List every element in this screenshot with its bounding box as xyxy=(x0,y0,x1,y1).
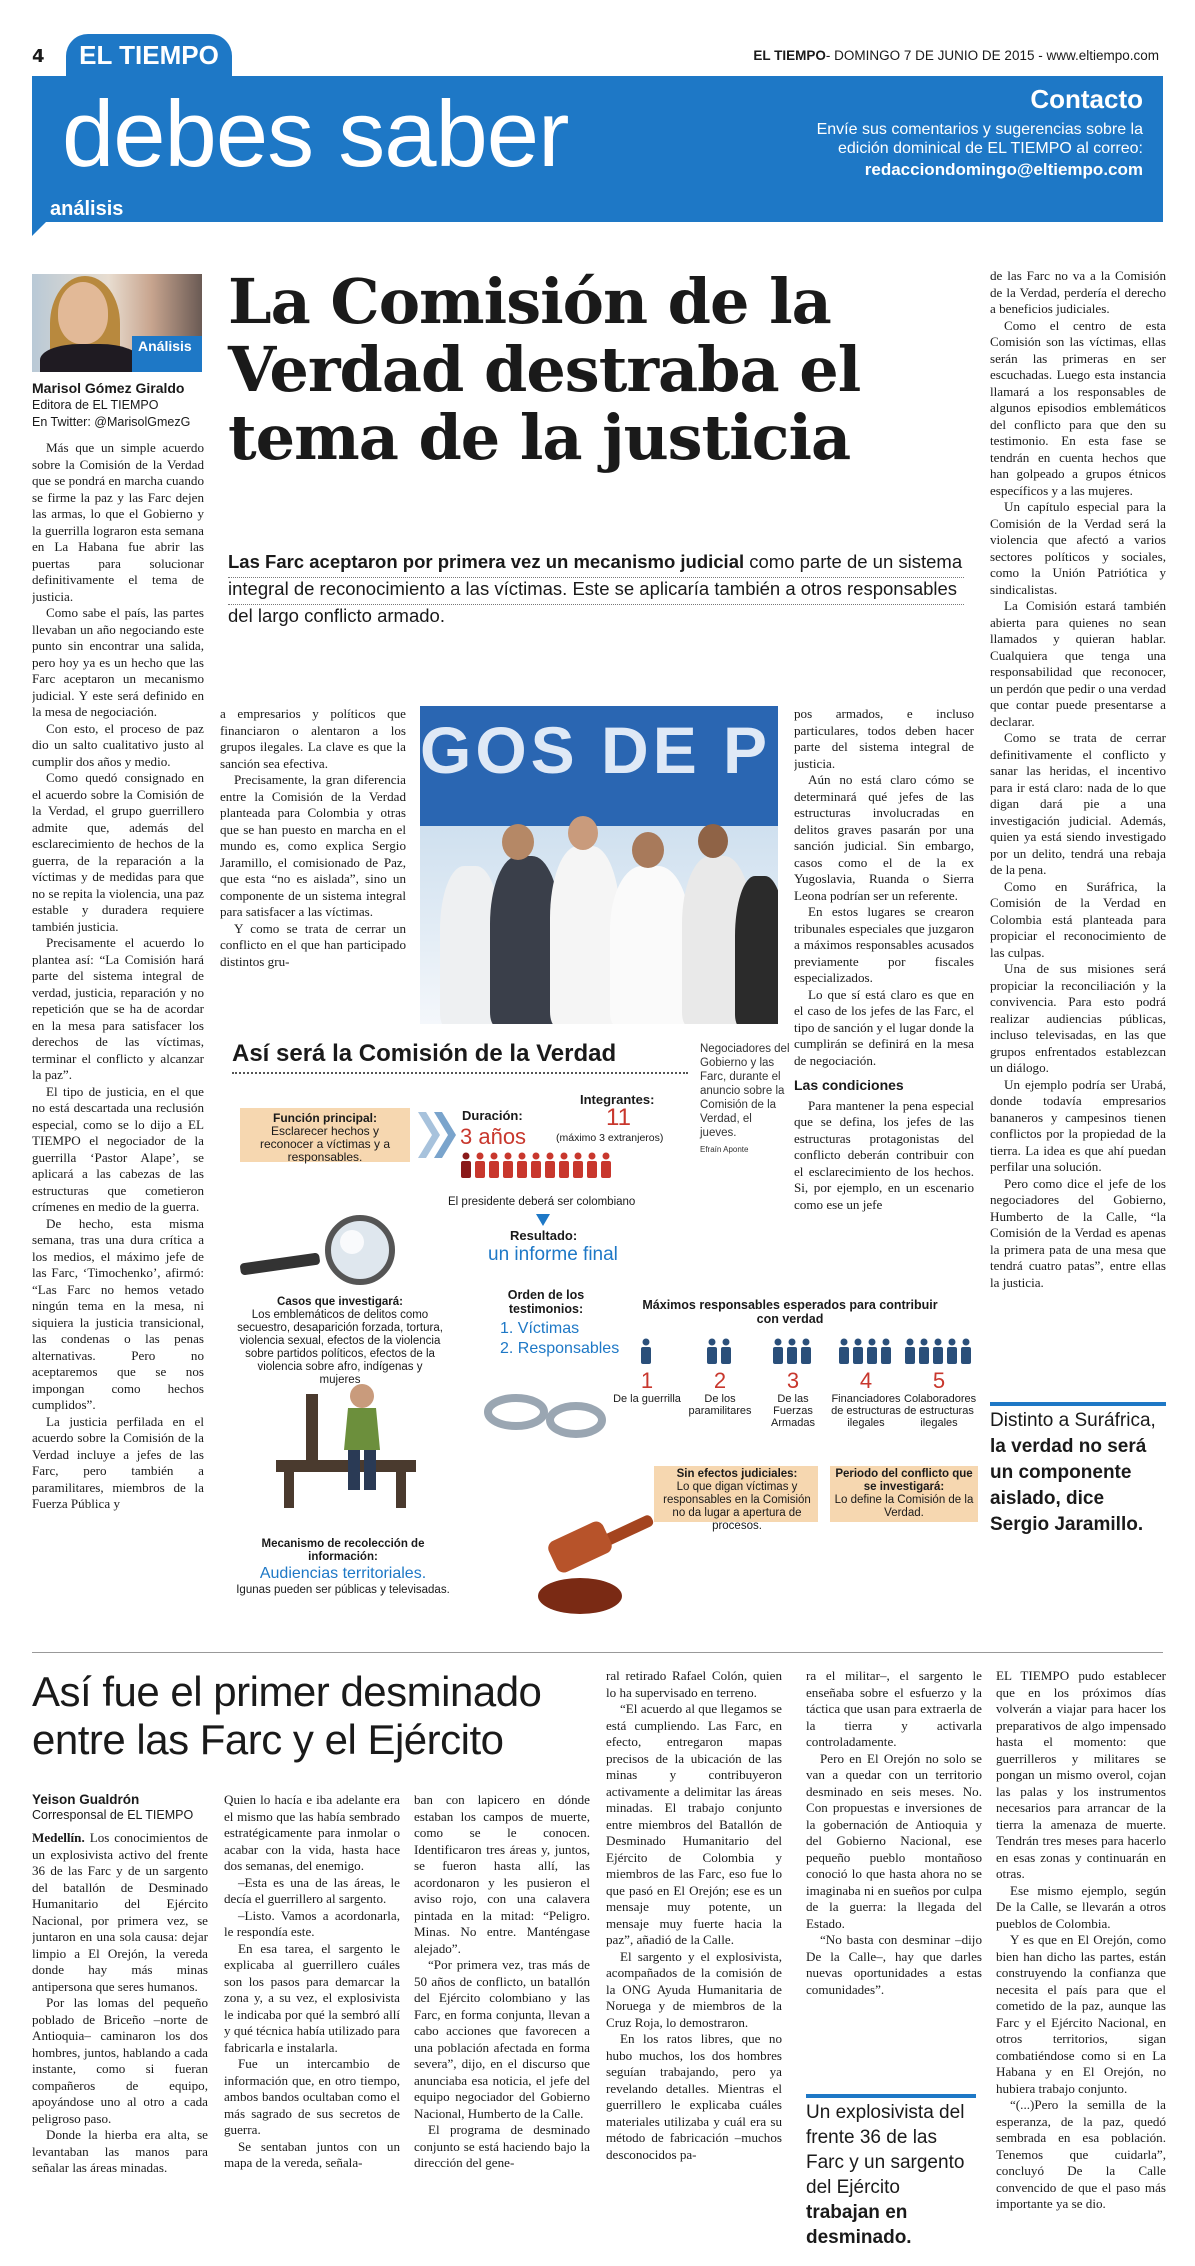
efectos-block xyxy=(658,1468,816,1533)
chevron-arrows-icon xyxy=(418,1112,466,1158)
member-icon xyxy=(586,1152,598,1178)
paragraph: EL TIEMPO pudo establecer que en los próximos días volverán a viajar para hacer los preparativos de algo impensado hasta el momento: que guerrilleros y militares se pongan un mismo overol, cojan las palas y los instrumentos necesarios para arrancar de la tierra la amenaza de muerte. Tendrán tres meses para hacerlo en esas zonas y continuarán en otras. xyxy=(996,1668,1166,1881)
paragraph: “No basta con desminar –dijo De la Calle–, hay que darles nuevas oportunidades a estas comunidades”. xyxy=(806,1932,982,1997)
orden-label: Orden de los testimonios: xyxy=(507,1288,585,1316)
mecanismo-value: Audiencias territoriales. xyxy=(259,1565,427,1582)
member-icon xyxy=(558,1152,570,1178)
author-shirt xyxy=(40,344,140,372)
paragraph: a empresarios y políticos que financiaron o alentaron a los grupos ilegales. La clave es que la sanción sea efectiva. xyxy=(220,706,406,771)
integrantes-label: Integrantes: xyxy=(580,1092,655,1107)
news-photo xyxy=(420,706,778,1024)
story-divider xyxy=(32,1652,1163,1653)
paragraph: En estos lugares se crearon tribunales especiales que juzgaron a máximos responsables acusados previamente por fiscales especializados. xyxy=(794,904,974,985)
paragraph: La Comisión estará también abierta para quienes no sean llamados y quieran hablar. Cualquiera que tenga una responsabilidad que reconocer, un perdón que pedir o una verdad que contar puede presentarse a declarar. xyxy=(990,598,1166,729)
integrantes-note: (máximo 3 extranjeros) xyxy=(556,1132,664,1144)
mecanismo-title: Mecanismo de recolección de información: xyxy=(261,1538,425,1563)
responsable-label: Financiadores de estructuras ilegales xyxy=(831,1393,901,1429)
dateline-brand: EL TIEMPO xyxy=(753,48,826,63)
paragraph: Como el centro de esta Comisión son las víctimas, ellas serán las primeras en ser escuchadas. Luego esta instancia llamará a los responsables de algunos episodios emblemáticos del conflicto para que den su testimonio. En esta fase se tendrán en cuenta hechos que han golpeado a grupos étnicos específicos y a las mujeres. xyxy=(990,317,1166,498)
responsable-label: De las Fuerzas Armadas xyxy=(770,1393,816,1429)
paragraph: Con esto, el proceso de paz dio un salto cualitativo justo al cumplir dos años y medio. xyxy=(32,720,204,769)
paragraph: En los ratos libres, que no hubo muchos, los dos hombres seguían trabajando, pero ya revelando detalles. Mientras el guerrillero le explicaba cuáles materiales utilizaba y cuál era su método de fabricación –muchos desconocidos pa- xyxy=(606,2031,782,2162)
responsable-group xyxy=(685,1338,755,1417)
story2-column-2 xyxy=(224,1792,400,2252)
paragraph: El tipo de justicia, en el que no está descartada una reclusión especial, como se lo dijo a EL TIEMPO el negociador de la guerrilla ‘Pastor Alape’, se aplicará a las cabezas de las estructuras que cometieron crímenes en medio de la guerra. xyxy=(32,1083,204,1214)
photo-credit: Efraín Aponte xyxy=(700,1145,749,1154)
arrow-down-icon xyxy=(536,1214,550,1226)
story1-column-3 xyxy=(794,706,974,1346)
person-head xyxy=(632,832,664,868)
paragraph: Precisamente el acuerdo lo plantea así: “La Comisión hará parte del sistema integral de verdad, justicia, reparación y no repetición que se ha de acordar en la mesa para satisfacer los derechos de las víctimas, terminar el conflicto y alcanzar la paz”. xyxy=(32,935,204,1082)
responsable-group xyxy=(831,1338,901,1429)
section-title: debes saber xyxy=(62,81,569,186)
paragraph: De hecho, esta misma semana, tras una dura crítica a los medios, el máximo jefe de las Farc, ‘Timochenko’, afirmó: “Las Farc no hemos vetado ningún tema en la mesa, ni siquiera la justicia transicional, las condenas o las penas alternativas. Pero no aceptaremos que se nos impongan como hechos cumplidos”. xyxy=(32,1215,204,1412)
paragraph: Y es que en El Orejón, como bien han dicho las partes, están construyendo la confianza que necesita el país para que el cometido de la paz, aunque las Farc y el Ejército Nacional, en otros territorios, sigan combatiéndose como si en La Habana y en El Orejón, no hubiera trabajo conjunto. xyxy=(996,1932,1166,2096)
infographic-title: Así será la Comisión de la Verdad xyxy=(232,1040,617,1067)
paragraph: “El acuerdo al que llegamos se está cumpliendo. Las Farc, en efecto, entregaron mapas precisos de la ubicación de las minas y contribuyeron activamente a delimitar las áreas minadas. El trabajo conjunto entre miembros del Batallón de Desminado Humanitario del Ejército de Colombia y miembros de las Farc, eso fue lo que pasó en El Orejón; ese es un mensaje muy potente, un mensaje muy fuerte hacia la paz”, añadió de la Calle. xyxy=(606,1701,782,1947)
contact-text: Envíe sus comentarios y sugerencias sobre la edición dominical de EL TIEMPO al correo: xyxy=(816,121,1143,157)
funcion-block xyxy=(244,1112,406,1164)
person-icon xyxy=(932,1338,944,1364)
periodo-title: Periodo del conflicto que se investigará: xyxy=(835,1468,973,1493)
member-icon xyxy=(572,1152,584,1178)
headline: La Comisión de la Verdad destraba el tema de la justicia xyxy=(228,265,861,474)
dek xyxy=(228,548,968,629)
orden-2: 2. Responsables xyxy=(500,1340,620,1357)
infographic-rule xyxy=(232,1072,688,1074)
person-icon xyxy=(772,1338,784,1364)
paragraph: Como en Suráfrica, la Comisión de la Verdad en Colombia está planteada para propiciar el reconocimiento de las culpas. xyxy=(990,878,1166,960)
paragraph xyxy=(32,1830,208,1995)
paragraph: –Listo. Vamos a acordonarla, le respondía este. xyxy=(224,1907,400,1939)
witness-figure-icon xyxy=(266,1380,426,1510)
author-role: Editora de EL TIEMPO xyxy=(32,398,159,412)
responsable-number: 5 xyxy=(932,1368,946,1393)
casos-text: Los emblemáticos de delitos como secuestro, desaparición forzada, tortura, violencia sexual, efectos de la violencia sobre partidos políticos, efectos de la violencia sobre afro, indígenas y mujeres xyxy=(237,1309,443,1386)
paragraph: Y como se trata de cerrar un conflicto en el que han participado distintos gru- xyxy=(220,920,406,969)
person-head xyxy=(568,816,598,850)
mecanismo-block xyxy=(232,1538,454,1597)
responsable-label: Colaboradores de estructuras ilegales xyxy=(904,1393,977,1429)
paragraph: Pero en El Orejón no solo se van a quedar con un territorio desminado en seis meses. No. Con propuestas e inversiones de la gobernación de Antioquia y del Gobierno Nacional, ese pequeño pueblo montañoso conoció lo que hasta ahora no se imaginaba ni en sueños por culpa de la guerra: la llegada del Estado. xyxy=(806,1750,982,1931)
paragraph: Más que un simple acuerdo sobre la Comisión de la Verdad que se pondrá en marcha cuando se firme la paz y las Farc dejen las armas, lo que el Gobierno y la guerrilla lograron esta semana en La Habana fue abrir las puertas para solucionar definitivamente el tema de justicia. xyxy=(32,440,204,604)
paragraph: ra el militar–, el sargento le enseñaba sobre el esfuerzo y la táctica que usan para extraerla de la tierra y activarla controladamente. xyxy=(806,1668,982,1749)
paragraph: El sargento y el explosivista, acompañados de la comisión de la ONG Ayuda Humanitaria de Noruega y de miembros de la Cruz Roja, lo demostraron. xyxy=(606,1948,782,2030)
dateline-city: Medellín. xyxy=(32,1830,85,1845)
story2-column-1 xyxy=(32,1830,208,2250)
person-figure xyxy=(735,876,778,1024)
responsable-group xyxy=(904,1338,977,1429)
paragraph: Como quedó consignado en el acuerdo sobre la Comisión de la Verdad, el grupo guerrillero admite que, además del esclarecimiento de hechos de la guerra, de la reparación a la víctimas y de medidas para que no se repita la violencia, una paz estable y duradera requiere también justicia. xyxy=(32,770,204,934)
author-photo xyxy=(32,274,202,372)
brand-logo: EL TIEMPO xyxy=(66,34,232,76)
responsable-icons xyxy=(831,1338,901,1369)
pullquote-bold: la verdad no será un componente aislado, dice Sergio Jaramillo. xyxy=(990,1436,1147,1535)
pullquote-plain: Distinto a Suráfrica, xyxy=(990,1410,1156,1431)
pullquote2-bold: trabajan en desminado. xyxy=(806,2202,912,2248)
responsable-icons xyxy=(758,1338,828,1369)
responsable-group xyxy=(758,1338,828,1429)
resultado-value: un informe final xyxy=(488,1244,618,1265)
paragraph: Un ejemplo podría ser Urabá, donde todavía empresarios bananeros y campesinos tienen conflictos por la propiedad de la tierra. La idea es que ahí puedan perfilar una solución. xyxy=(990,1076,1166,1174)
paragraph: En esa tarea, el sargento le explicaba al guerrillero cuáles son los pasos para demarcar la zona y, a su vez, el explosivista le indicaba por qué la sembró allí y qué técnica había utilizado para fabricarla e instalarla. xyxy=(224,1940,400,2055)
author-twitter[interactable]: En Twitter: @MarisolGmezG xyxy=(32,415,191,429)
member-icon xyxy=(516,1152,528,1178)
responsable-number: 2 xyxy=(713,1368,727,1393)
integrantes-icons xyxy=(460,1152,680,1192)
person-icon xyxy=(640,1338,652,1364)
member-icon xyxy=(488,1152,500,1178)
presidente-note: El presidente deberá ser colombiano xyxy=(448,1196,636,1208)
paragraph: pos armados, e incluso particulares, todos deben hacer parte del sistema integral de justicia. xyxy=(794,706,974,771)
paragraph: Una de sus misiones será propiciar la reconciliación y la convivencia. Para esto podrá realizar audiencias públicas, incluso televisadas, en las que grupos enfrentados establezcan un diálogo. xyxy=(990,961,1166,1075)
story1-column-4 xyxy=(990,268,1166,1398)
paragraph: “(...)Pero la semilla de la esperanza, de la paz, quedó sembrada en esa población. Tenemos que cuidarla”, concluyó De la Calle convencido de que el paso más importante ya se dio. xyxy=(996,2097,1166,2211)
responsable-label: De la guerrilla xyxy=(613,1393,681,1405)
magnifier-icon xyxy=(240,1210,410,1290)
efectos-text: Lo que digan víctimas y responsables en la Comisión no da lugar a apertura de procesos. xyxy=(663,1481,811,1532)
duracion-value: 3 años xyxy=(460,1124,527,1149)
pullquote2 xyxy=(806,2100,976,2250)
paragraph: Se sentaban juntos con un mapa de la vereda, señala- xyxy=(224,2138,400,2170)
person-icon xyxy=(800,1338,812,1364)
dateline xyxy=(753,48,1159,63)
person-icon xyxy=(960,1338,972,1364)
story2-column-4 xyxy=(606,1668,782,2252)
integrantes-value: 11 xyxy=(606,1104,631,1131)
paragraph: –Esta es una de las áreas, le decía el guerrillero al sargento. xyxy=(224,1874,400,1906)
periodo-text: Lo define la Comisión de la Verdad. xyxy=(834,1494,974,1519)
responsable-icons xyxy=(685,1338,755,1369)
member-icon xyxy=(544,1152,556,1178)
banner-notch xyxy=(32,222,46,236)
dateline-date: - DOMINGO 7 DE JUNIO DE 2015 - www.eltiempo.com xyxy=(825,48,1159,63)
mecanismo-note: Igunas pueden ser públicas y televisadas. xyxy=(236,1584,450,1596)
person-icon xyxy=(720,1338,732,1364)
dek-rest: como parte de un sistema integral de reconocimiento a las víctimas. Este se aplicaría también a otros responsables del largo conflicto armado. xyxy=(228,551,963,626)
member-icon xyxy=(530,1152,542,1178)
author-name: Marisol Gómez Giraldo xyxy=(32,380,185,396)
paragraph: La justicia perfilada en el acuerdo sobre la Comisión de la Verdad incluye a jefes de las Farc, pero también a paramilitares, miembros de la Fuerza Pública y xyxy=(32,1413,204,1511)
paragraph: Donde la hierba era alta, se levantaban las manos para señalar las áreas minadas. xyxy=(32,2127,208,2175)
person-head xyxy=(502,824,534,860)
photo-caption-text: Negociadores del Gobierno y las Farc, durante el anuncio sobre la Comisión de la Verdad, el jueves. xyxy=(700,1043,790,1139)
orden-1: 1. Víctimas xyxy=(500,1320,580,1337)
person-icon xyxy=(918,1338,930,1364)
pullquote xyxy=(990,1408,1166,1538)
casos-title: Casos que investigará: xyxy=(277,1296,403,1308)
person-icon xyxy=(946,1338,958,1364)
paragraph: Para mantener la pena especial que se defina, los jefes de las estructuras protagonistas del conflicto deberán contribuir con el esclarecimiento de los hechos. Si, por ejemplo, en un escenario como ese un jefe xyxy=(794,1097,974,1212)
story1-column-2 xyxy=(220,706,406,1026)
paragraph: Como se trata de cerrar definitivamente el conflicto y sanar las heridas, el incentivo para ir está claro: nada de lo que digan dará pie a una investigación judicial. Además, quien ya está siendo investigado por un delito, tendrá una rebaja de la pena. xyxy=(990,730,1166,877)
paragraph: Fue un intercambio de información que, en otro tiempo, ambos bandos ocultaban como el más sagrado de sus secretos de guerra. xyxy=(224,2056,400,2137)
author-face xyxy=(58,282,108,344)
person-icon xyxy=(880,1338,892,1364)
pullquote2-bar xyxy=(806,2094,976,2098)
responsable-icons xyxy=(612,1338,682,1369)
paragraph: El programa de desminado conjunto se está haciendo bajo la dirección del gene- xyxy=(414,2122,590,2170)
periodo-block xyxy=(832,1468,976,1520)
casos-block xyxy=(236,1296,444,1387)
efectos-title: Sin efectos judiciales: xyxy=(676,1468,798,1480)
paragraph: Ese mismo ejemplo, según De la Calle, se llevarán a otros pueblos de Colombia. xyxy=(996,1882,1166,1931)
funcion-text: Esclarecer hechos y reconocer a víctimas y a responsables. xyxy=(259,1124,391,1164)
dek-bold: Las Farc aceptaron por primera vez un mecanismo judicial xyxy=(228,551,745,572)
paragraph: Como sabe el país, las partes llevaban un año negociando este punto sin encontrar una salida, pero hoy ya es un hecho que las Farc aceptaron un mecanismo judicial. Y este será definido en la mesa de negociación. xyxy=(32,605,204,719)
pullquote2-plain: Un explosivista del frente 36 de las Farc y un sargento del Ejército xyxy=(806,2102,965,2198)
page-number: 4 xyxy=(32,46,45,67)
responsable-icons xyxy=(904,1338,974,1369)
photo-sign: GOS DE P xyxy=(420,713,772,787)
contact-email[interactable]: redacciondomingo@eltiempo.com xyxy=(864,160,1143,179)
person-icon xyxy=(838,1338,850,1364)
contact-title: Contacto xyxy=(1030,84,1143,114)
story2-headline: Así fue el primer desminado entre las Farc y el Ejército xyxy=(32,1668,542,1763)
funcion-title: Función principal: xyxy=(273,1111,377,1125)
member-icon xyxy=(460,1152,472,1178)
responsables-row xyxy=(612,1338,976,1448)
paragraph: ral retirado Rafael Colón, quien lo ha supervisado en terreno. xyxy=(606,1668,782,1700)
member-icon xyxy=(502,1152,514,1178)
paragraph-text: Los conocimientos de un explosivista activo del frente 36 de las Farc y de un sargento del batallón de Desminado Humanitario del Ejército Nacional, por primera vez, se juntaron en una sola causa: dejar limpio a El Orejón, la vereda donde hay más minas antipersona que seres humanos. xyxy=(32,1830,208,1994)
paragraph: Quien lo hacía e iba adelante era el mismo que las había sembrado estratégicamente para inmolar o acabar con la vida, hasta hace dos semanas, del enemigo. xyxy=(224,1792,400,1873)
person-icon xyxy=(786,1338,798,1364)
resultado-label: Resultado: xyxy=(510,1228,578,1243)
member-icon xyxy=(600,1152,612,1178)
duracion-label: Duración: xyxy=(462,1108,523,1123)
responsable-number: 3 xyxy=(786,1368,800,1393)
person-icon xyxy=(866,1338,878,1364)
section-subtitle: análisis xyxy=(50,198,124,220)
member-icon xyxy=(474,1152,486,1178)
story2-column-6 xyxy=(996,1668,1166,2252)
responsable-number: 4 xyxy=(859,1368,873,1393)
photo-caption xyxy=(700,1042,790,1157)
story2-role: Corresponsal de EL TIEMPO xyxy=(32,1808,194,1822)
handcuffs-icon xyxy=(480,1380,610,1440)
responsable-label: De los paramilitares xyxy=(688,1393,752,1417)
responsable-group xyxy=(612,1338,682,1405)
gavel-icon xyxy=(536,1500,666,1620)
story2-column-3 xyxy=(414,1792,590,2252)
max-title: Máximos responsables esperados para contribuir con verdad xyxy=(642,1298,938,1326)
person-figure xyxy=(610,866,690,1024)
story2-column-5 xyxy=(806,1668,982,2078)
paragraph: Pero como dice el jefe de los negociadores del Gobierno, Humberto de la Calle, “la Comisión de la Verdad es apenas la primera pata de una mesa que tendrá cuatro patas”, entre ellas la justicia. xyxy=(990,1175,1166,1290)
person-icon xyxy=(904,1338,916,1364)
paragraph: ban con lapicero en dónde estaban los campos de muerte, como se le conocen. Identificaron tres áreas y, juntos, se fueron hasta allí, las acordonaron y les pusieron el aviso rojo, con una calavera pintada en la mitad: “Peligro. Minas. No entre. Manténgase alejado”. xyxy=(414,1792,590,1956)
person-icon xyxy=(852,1338,864,1364)
responsable-number: 1 xyxy=(640,1368,654,1393)
story1-column-1 xyxy=(32,440,204,1610)
person-head xyxy=(698,824,728,858)
paragraph: Aún no está claro cómo se determinará qué jefes de las estructuras involucradas en delitos graves pasarán por una sanción judicial. Sin embargo, casos como el de la ex Yugoslavia, Ruanda o Sierra Leona podrían ser un referente. xyxy=(794,772,974,903)
author-tag: Análisis xyxy=(138,338,192,354)
pullquote-bar xyxy=(990,1402,1166,1406)
paragraph: Lo que sí está claro es que en el caso de los jefes de las Farc, el tipo de sanción y el lugar donde la cumplirán se definirá en la mesa de negociación. xyxy=(794,986,974,1068)
paragraph: de las Farc no va a la Comisión de la Verdad, perdería el derecho a beneficios judiciales. xyxy=(990,268,1166,316)
subhead: Las condiciones xyxy=(794,1077,904,1093)
story2-author: Yeison Gualdrón xyxy=(32,1792,140,1807)
paragraph: Por las lomas del pequeño poblado de Briceño –norte de Antioquia– caminaron los dos hombres, juntos, hablando a cada instante, como si fueran compañeros de equipo, apoyándose uno al otro a cada peligroso paso. xyxy=(32,1995,208,2126)
person-icon xyxy=(706,1338,718,1364)
paragraph: “Por primera vez, tras más de 50 años de conflicto, un batallón del Ejército colombiano y las Farc, en forma conjunta, llevan a cabo acciones que favorecen a una población afectada en forma severa”, dijo, en el discurso que anunciaba esa noticia, el jefe del equipo negociador del Gobierno Nacional, Humberto de la Calle. xyxy=(414,1957,590,2121)
paragraph: Un capítulo especial para la Comisión de la Verdad será la violencia que afectó a varios sectores políticos y sociales, como la Unión Patriótica y sindicalistas. xyxy=(990,499,1166,597)
paragraph: Precisamente, la gran diferencia entre la Comisión de la Verdad planteada para Colombia y otras que se han puesto en marcha en el mundo es, como explica Sergio Jaramillo, el comisionado de Paz, que esta “no es aislada”, sino un componente de un sistema integral para satisfacer a las víctimas. xyxy=(220,772,406,919)
